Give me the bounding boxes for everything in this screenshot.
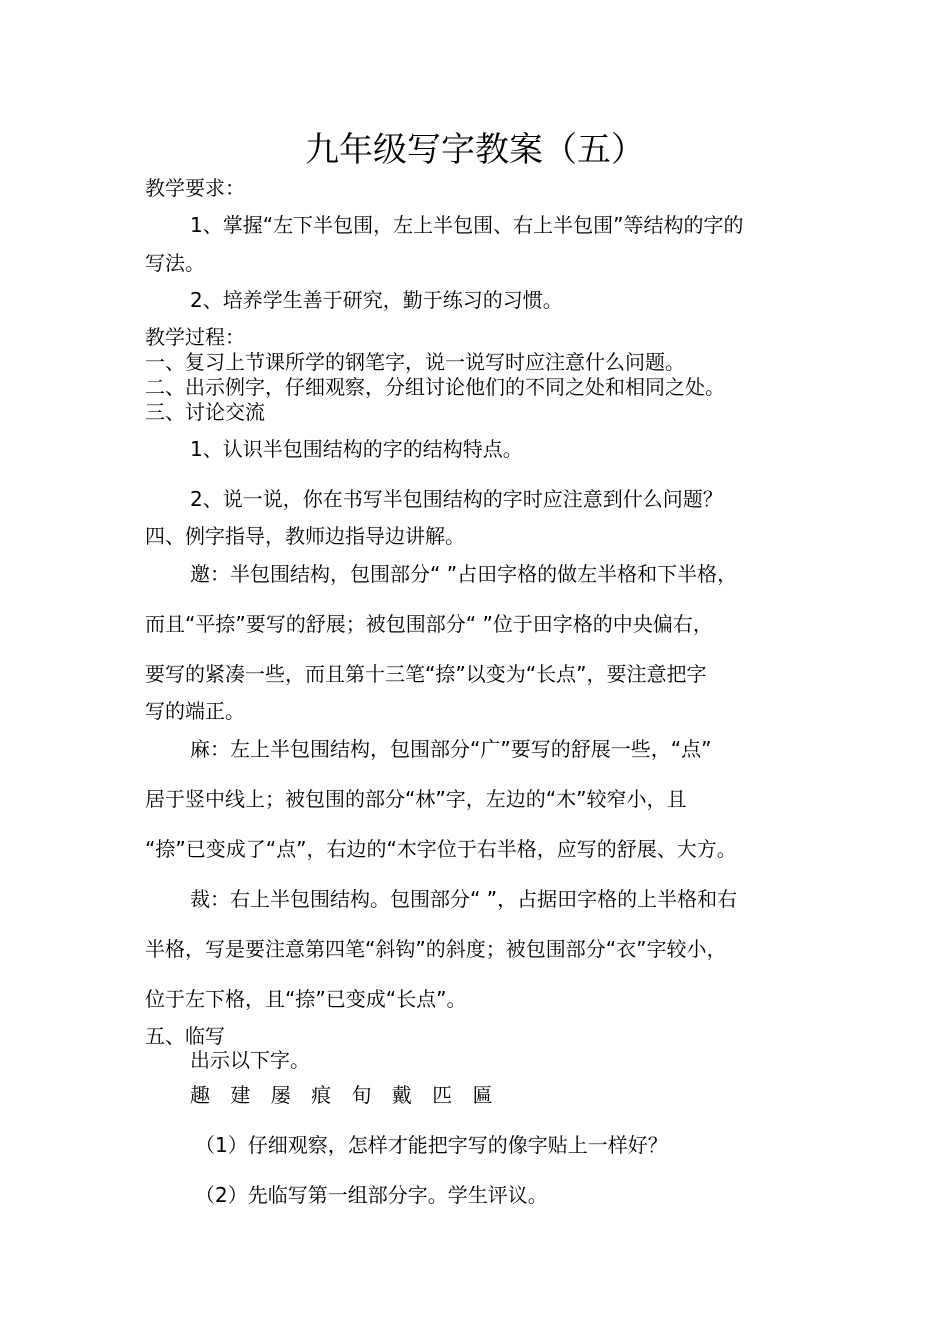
process-step-5: 五、临写: [145, 1024, 225, 1048]
practice-characters: [190, 1082, 507, 1108]
practice-character: 旬: [351, 1083, 372, 1107]
step-3-question-1: 1、认识半包围结构的字的结构特点。: [190, 437, 523, 461]
process-step-1: 一、复习上节课所学的钢笔字，说一说写时应注意什么问题。: [145, 350, 685, 374]
requirement-item-1-cont: 写法。: [145, 251, 205, 275]
process-step-4: 四、例字指导，教师边指导边讲解。: [145, 524, 465, 548]
example-yao-line: 写的端正。: [145, 699, 245, 723]
example-ma-line: “捺”已变成了“点”，右边的“木字位于右半格，应写的舒展、大方。: [145, 837, 737, 861]
example-cai-line: 裁：右上半包围结构。包围部分“ ”，占据田字格的上半格和右: [190, 887, 738, 911]
requirement-item-1: 1、掌握“左下半包围，左上半包围、右上半包围”等结构的字的: [190, 213, 744, 237]
process-step-3: 三、讨论交流: [145, 400, 265, 424]
process-step-2: 二、出示例字，仔细观察，分组讨论他们的不同之处和相同之处。: [145, 375, 725, 399]
practice-character: 匾: [472, 1083, 493, 1107]
practice-character: 匹: [432, 1083, 453, 1107]
practice-character: 痕: [311, 1083, 332, 1107]
practice-character: 建: [230, 1083, 251, 1107]
example-yao-line: 邀：半包围结构，包围部分“ ”占田字格的做左半格和下半格，: [190, 562, 738, 586]
practice-character: 屡: [270, 1083, 291, 1107]
practice-character: 戴: [391, 1083, 412, 1107]
requirement-item-2: 2、培养学生善于研究，勤于练习的习惯。: [190, 288, 563, 312]
process-heading: 教学过程：: [145, 325, 245, 349]
example-ma-line: 麻：左上半包围结构，包围部分“广”要写的舒展一些，“点”: [190, 737, 712, 761]
example-ma-line: 居于竖中线上；被包围的部分“林”字，左边的“木”较窄小，且: [145, 787, 687, 811]
step-5-question-2: （2）先临写第一组部分字。学生评议。: [195, 1183, 548, 1207]
example-cai-line: 位于左下格，且“捺”已变成“长点”。: [145, 987, 467, 1011]
example-yao-line: 而且“平捺”要写的舒展；被包围部分“ ”位于田字格的中央偏右，: [145, 612, 713, 636]
example-yao-line: 要写的紧凑一些，而且第十三笔“捺”以变为“长点”，要注意把字: [145, 662, 707, 686]
step-3-question-2: 2、说一说，你在书写半包围结构的字时应注意到什么问题？: [190, 487, 723, 511]
example-cai-line: 半格，写是要注意第四笔“斜钩”的斜度；被包围部分“衣”字较小，: [145, 937, 727, 961]
page-title: 九年级写字教案（五）: [305, 130, 645, 170]
practice-character: 趣: [190, 1083, 210, 1107]
requirements-heading: 教学要求：: [145, 176, 245, 200]
step-5-intro: 出示以下字。: [190, 1048, 310, 1072]
step-5-question-1: （1）仔细观察，怎样才能把字写的像字贴上一样好？: [195, 1133, 668, 1157]
